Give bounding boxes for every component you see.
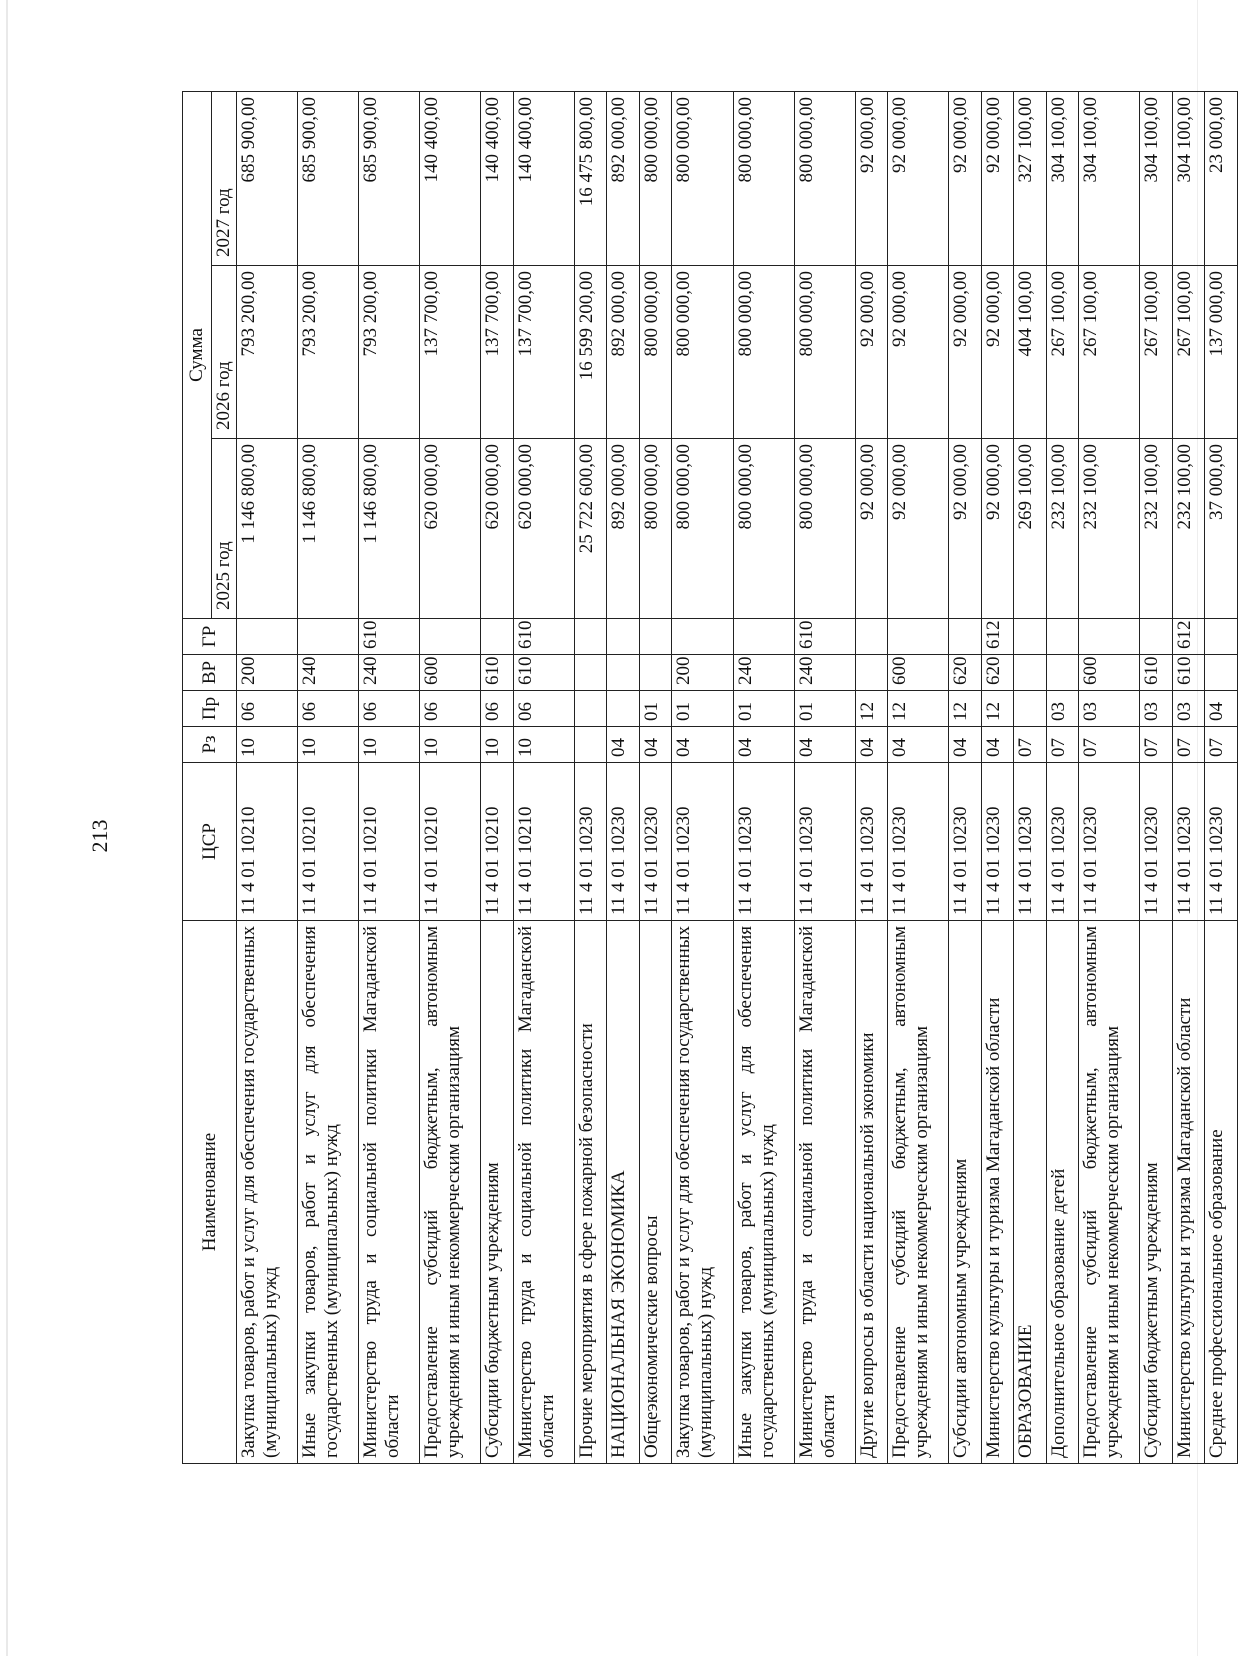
row-pr: 03 bbox=[1140, 691, 1173, 727]
row-name: НАЦИОНАЛЬНАЯ ЭКОНОМИКА bbox=[607, 921, 640, 1464]
row-sum-2025: 800 000,00 bbox=[672, 439, 733, 619]
row-sum-2026: 800 000,00 bbox=[794, 266, 855, 439]
row-gr bbox=[949, 619, 982, 655]
row-vr: 200 bbox=[237, 655, 298, 691]
row-name: Субсидии бюджетным учреждениям bbox=[481, 921, 514, 1464]
row-vr: 610 bbox=[481, 655, 514, 691]
row-sum-2027: 800 000,00 bbox=[733, 91, 794, 265]
row-sum-2026: 800 000,00 bbox=[733, 266, 794, 439]
row-csr: 11 4 01 10230 bbox=[639, 763, 672, 921]
row-gr: 610 bbox=[794, 619, 855, 655]
row-sum-2027: 304 100,00 bbox=[1172, 91, 1205, 265]
row-pr: 01 bbox=[794, 691, 855, 727]
row-rz: 10 bbox=[237, 727, 298, 763]
row-csr: 11 4 01 10230 bbox=[607, 763, 640, 921]
header-2026: 2026 год bbox=[212, 266, 237, 439]
row-rz: 04 bbox=[949, 727, 982, 763]
row-pr: 06 bbox=[513, 691, 574, 727]
row-vr bbox=[639, 655, 672, 691]
row-name: Министерство труда и социальной политики Магаданской области bbox=[794, 921, 855, 1464]
row-vr bbox=[855, 655, 888, 691]
row-vr: 600 bbox=[1079, 655, 1140, 691]
row-sum-2026: 267 100,00 bbox=[1079, 266, 1140, 439]
row-gr bbox=[888, 619, 949, 655]
rotated-page bbox=[182, 92, 1238, 1464]
row-sum-2027: 140 400,00 bbox=[513, 91, 574, 265]
row-rz: 10 bbox=[481, 727, 514, 763]
row-sum-2025: 269 100,00 bbox=[1014, 439, 1047, 619]
row-rz: 07 bbox=[1014, 727, 1047, 763]
row-sum-2026: 800 000,00 bbox=[639, 266, 672, 439]
row-vr: 610 bbox=[513, 655, 574, 691]
budget-table bbox=[182, 91, 1238, 1464]
row-csr: 11 4 01 10210 bbox=[298, 763, 359, 921]
row-name: Предоставление субсидий бюджетным, автономным учреждениям и иным некоммерческим организациям bbox=[888, 921, 949, 1464]
row-vr: 610 bbox=[1140, 655, 1173, 691]
row-sum-2027: 685 900,00 bbox=[237, 91, 298, 265]
table-row bbox=[481, 91, 514, 1463]
row-rz bbox=[574, 727, 607, 763]
row-rz: 07 bbox=[1046, 727, 1079, 763]
table-body bbox=[237, 91, 1238, 1463]
row-gr: 610 bbox=[513, 619, 574, 655]
row-sum-2025: 25 722 600,00 bbox=[574, 439, 607, 619]
row-pr: 03 bbox=[1046, 691, 1079, 727]
row-sum-2026: 137 700,00 bbox=[481, 266, 514, 439]
row-sum-2025: 37 000,00 bbox=[1205, 439, 1238, 619]
row-csr: 11 4 01 10230 bbox=[733, 763, 794, 921]
header-rz: Рз bbox=[183, 727, 237, 763]
table-row bbox=[1140, 91, 1173, 1463]
row-rz: 07 bbox=[1140, 727, 1173, 763]
page-number: 213 bbox=[87, 819, 112, 853]
header-2025: 2025 год bbox=[212, 439, 237, 619]
table-row bbox=[298, 91, 359, 1463]
header-pr: Пр bbox=[183, 691, 237, 727]
table-row bbox=[1205, 91, 1238, 1463]
row-pr: 12 bbox=[888, 691, 949, 727]
row-rz: 07 bbox=[1205, 727, 1238, 763]
row-csr: 11 4 01 10210 bbox=[359, 763, 420, 921]
row-sum-2027: 140 400,00 bbox=[420, 91, 481, 265]
row-name: Дополнительное образование детей bbox=[1046, 921, 1079, 1464]
row-sum-2027: 800 000,00 bbox=[639, 91, 672, 265]
row-name: Иные закупки товаров, работ и услуг для обеспечения государственных (муниципальных) нужд bbox=[733, 921, 794, 1464]
row-sum-2027: 140 400,00 bbox=[481, 91, 514, 265]
table-row bbox=[1172, 91, 1205, 1463]
row-csr: 11 4 01 10230 bbox=[794, 763, 855, 921]
row-sum-2026: 137 700,00 bbox=[420, 266, 481, 439]
row-sum-2026: 793 200,00 bbox=[298, 266, 359, 439]
row-csr: 11 4 01 10210 bbox=[420, 763, 481, 921]
row-csr: 11 4 01 10230 bbox=[574, 763, 607, 921]
row-sum-2026: 16 599 200,00 bbox=[574, 266, 607, 439]
row-sum-2027: 92 000,00 bbox=[888, 91, 949, 265]
row-name: Среднее профессиональное образование bbox=[1205, 921, 1238, 1464]
row-name: Министерство культуры и туризма Магаданской области bbox=[981, 921, 1014, 1464]
row-gr bbox=[1205, 619, 1238, 655]
row-sum-2025: 800 000,00 bbox=[794, 439, 855, 619]
table-row bbox=[794, 91, 855, 1463]
row-gr bbox=[1079, 619, 1140, 655]
row-sum-2026: 92 000,00 bbox=[855, 266, 888, 439]
row-rz: 10 bbox=[513, 727, 574, 763]
header-sum: Сумма bbox=[183, 91, 212, 618]
row-sum-2025: 1 146 800,00 bbox=[359, 439, 420, 619]
row-sum-2025: 800 000,00 bbox=[733, 439, 794, 619]
row-rz: 10 bbox=[420, 727, 481, 763]
row-sum-2026: 267 100,00 bbox=[1046, 266, 1079, 439]
row-pr: 12 bbox=[855, 691, 888, 727]
row-vr: 240 bbox=[733, 655, 794, 691]
table-row bbox=[1014, 91, 1047, 1463]
row-csr: 11 4 01 10210 bbox=[237, 763, 298, 921]
table-header bbox=[183, 91, 237, 1463]
row-sum-2027: 892 000,00 bbox=[607, 91, 640, 265]
row-sum-2026: 267 100,00 bbox=[1172, 266, 1205, 439]
row-gr bbox=[481, 619, 514, 655]
table-row bbox=[359, 91, 420, 1463]
row-vr: 240 bbox=[794, 655, 855, 691]
row-gr bbox=[298, 619, 359, 655]
row-gr bbox=[733, 619, 794, 655]
row-name: Министерство труда и социальной политики Магаданской области bbox=[359, 921, 420, 1464]
row-name: Закупка товаров, работ и услуг для обеспечения государственных (муниципальных) нужд bbox=[237, 921, 298, 1464]
row-csr: 11 4 01 10230 bbox=[1140, 763, 1173, 921]
row-rz: 07 bbox=[1079, 727, 1140, 763]
row-gr: 610 bbox=[359, 619, 420, 655]
row-pr: 06 bbox=[359, 691, 420, 727]
row-vr bbox=[574, 655, 607, 691]
row-gr bbox=[1140, 619, 1173, 655]
row-vr: 600 bbox=[420, 655, 481, 691]
row-sum-2025: 800 000,00 bbox=[639, 439, 672, 619]
table-container bbox=[182, 92, 1238, 1464]
row-name: Общеэкономические вопросы bbox=[639, 921, 672, 1464]
table-row bbox=[949, 91, 982, 1463]
row-name: Субсидии автономным учреждениям bbox=[949, 921, 982, 1464]
row-pr: 06 bbox=[420, 691, 481, 727]
row-gr bbox=[607, 619, 640, 655]
row-sum-2025: 92 000,00 bbox=[888, 439, 949, 619]
table-row bbox=[888, 91, 949, 1463]
table-row bbox=[1079, 91, 1140, 1463]
header-vr: ВР bbox=[183, 655, 237, 691]
row-csr: 11 4 01 10230 bbox=[1046, 763, 1079, 921]
table-row bbox=[420, 91, 481, 1463]
row-rz: 10 bbox=[359, 727, 420, 763]
row-sum-2026: 92 000,00 bbox=[888, 266, 949, 439]
row-rz: 10 bbox=[298, 727, 359, 763]
row-sum-2025: 620 000,00 bbox=[513, 439, 574, 619]
row-vr: 240 bbox=[298, 655, 359, 691]
row-gr bbox=[672, 619, 733, 655]
row-vr: 240 bbox=[359, 655, 420, 691]
row-sum-2025: 92 000,00 bbox=[949, 439, 982, 619]
row-pr bbox=[574, 691, 607, 727]
row-csr: 11 4 01 10230 bbox=[981, 763, 1014, 921]
row-vr: 620 bbox=[949, 655, 982, 691]
row-name: Другие вопросы в области национальной экономики bbox=[855, 921, 888, 1464]
row-sum-2025: 620 000,00 bbox=[481, 439, 514, 619]
row-pr bbox=[607, 691, 640, 727]
row-sum-2025: 892 000,00 bbox=[607, 439, 640, 619]
row-sum-2025: 92 000,00 bbox=[855, 439, 888, 619]
row-name: Предоставление субсидий бюджетным, автономным учреждениям и иным некоммерческим организациям bbox=[420, 921, 481, 1464]
row-csr: 11 4 01 10230 bbox=[949, 763, 982, 921]
row-name: Министерство труда и социальной политики Магаданской области bbox=[513, 921, 574, 1464]
table-row bbox=[639, 91, 672, 1463]
row-csr: 11 4 01 10230 bbox=[1172, 763, 1205, 921]
row-gr bbox=[420, 619, 481, 655]
row-csr: 11 4 01 10230 bbox=[888, 763, 949, 921]
header-row-1 bbox=[183, 91, 212, 1463]
row-sum-2026: 137 700,00 bbox=[513, 266, 574, 439]
row-csr: 11 4 01 10230 bbox=[672, 763, 733, 921]
row-rz: 04 bbox=[639, 727, 672, 763]
row-sum-2026: 92 000,00 bbox=[949, 266, 982, 439]
row-sum-2025: 1 146 800,00 bbox=[237, 439, 298, 619]
row-rz: 04 bbox=[981, 727, 1014, 763]
row-gr bbox=[639, 619, 672, 655]
row-name: Предоставление субсидий бюджетным, автономным учреждениям и иным некоммерческим организациям bbox=[1079, 921, 1140, 1464]
row-sum-2026: 137 000,00 bbox=[1205, 266, 1238, 439]
table-row bbox=[981, 91, 1014, 1463]
table-row bbox=[607, 91, 640, 1463]
row-pr: 03 bbox=[1079, 691, 1140, 727]
row-sum-2026: 892 000,00 bbox=[607, 266, 640, 439]
row-pr: 12 bbox=[949, 691, 982, 727]
row-vr: 620 bbox=[981, 655, 1014, 691]
table-row bbox=[1046, 91, 1079, 1463]
row-pr: 01 bbox=[672, 691, 733, 727]
row-sum-2025: 620 000,00 bbox=[420, 439, 481, 619]
row-gr bbox=[1014, 619, 1047, 655]
row-gr bbox=[855, 619, 888, 655]
table-row bbox=[574, 91, 607, 1463]
row-vr bbox=[1046, 655, 1079, 691]
row-name: ОБРАЗОВАНИЕ bbox=[1014, 921, 1047, 1464]
row-vr: 600 bbox=[888, 655, 949, 691]
row-pr: 06 bbox=[298, 691, 359, 727]
row-sum-2027: 685 900,00 bbox=[359, 91, 420, 265]
row-sum-2027: 92 000,00 bbox=[949, 91, 982, 265]
row-sum-2027: 92 000,00 bbox=[981, 91, 1014, 265]
row-sum-2026: 793 200,00 bbox=[237, 266, 298, 439]
row-csr: 11 4 01 10210 bbox=[513, 763, 574, 921]
row-rz: 04 bbox=[794, 727, 855, 763]
row-pr: 01 bbox=[639, 691, 672, 727]
row-rz: 04 bbox=[672, 727, 733, 763]
row-rz: 07 bbox=[1172, 727, 1205, 763]
row-name: Прочие мероприятия в сфере пожарной безопасности bbox=[574, 921, 607, 1464]
row-gr: 612 bbox=[981, 619, 1014, 655]
row-vr bbox=[607, 655, 640, 691]
row-csr: 11 4 01 10230 bbox=[1205, 763, 1238, 921]
row-vr: 200 bbox=[672, 655, 733, 691]
row-sum-2027: 685 900,00 bbox=[298, 91, 359, 265]
row-pr: 04 bbox=[1205, 691, 1238, 727]
row-pr: 06 bbox=[481, 691, 514, 727]
row-sum-2026: 793 200,00 bbox=[359, 266, 420, 439]
row-vr: 610 bbox=[1172, 655, 1205, 691]
table-row bbox=[237, 91, 298, 1463]
row-rz: 04 bbox=[888, 727, 949, 763]
row-sum-2027: 16 475 800,00 bbox=[574, 91, 607, 265]
row-csr: 11 4 01 10230 bbox=[1014, 763, 1047, 921]
row-rz: 04 bbox=[733, 727, 794, 763]
row-sum-2025: 232 100,00 bbox=[1079, 439, 1140, 619]
row-sum-2026: 92 000,00 bbox=[981, 266, 1014, 439]
table-row bbox=[513, 91, 574, 1463]
row-sum-2027: 304 100,00 bbox=[1079, 91, 1140, 265]
row-gr bbox=[237, 619, 298, 655]
row-pr: 12 bbox=[981, 691, 1014, 727]
row-name: Закупка товаров, работ и услуг для обеспечения государственных (муниципальных) нужд bbox=[672, 921, 733, 1464]
row-sum-2027: 800 000,00 bbox=[794, 91, 855, 265]
row-gr bbox=[1046, 619, 1079, 655]
row-sum-2027: 304 100,00 bbox=[1046, 91, 1079, 265]
row-sum-2025: 92 000,00 bbox=[981, 439, 1014, 619]
scan-edge-left bbox=[6, 0, 8, 1656]
row-rz: 04 bbox=[607, 727, 640, 763]
row-name: Субсидии бюджетным учреждениям bbox=[1140, 921, 1173, 1464]
row-sum-2025: 1 146 800,00 bbox=[298, 439, 359, 619]
row-sum-2025: 232 100,00 bbox=[1172, 439, 1205, 619]
row-pr: 03 bbox=[1172, 691, 1205, 727]
row-pr bbox=[1014, 691, 1047, 727]
header-name: Наименование bbox=[183, 921, 237, 1464]
row-sum-2027: 304 100,00 bbox=[1140, 91, 1173, 265]
table-row bbox=[733, 91, 794, 1463]
row-sum-2026: 404 100,00 bbox=[1014, 266, 1047, 439]
header-csr: ЦСР bbox=[183, 763, 237, 921]
row-pr: 06 bbox=[237, 691, 298, 727]
row-name: Министерство культуры и туризма Магаданской области bbox=[1172, 921, 1205, 1464]
row-sum-2026: 267 100,00 bbox=[1140, 266, 1173, 439]
row-sum-2027: 92 000,00 bbox=[855, 91, 888, 265]
row-pr: 01 bbox=[733, 691, 794, 727]
row-sum-2025: 232 100,00 bbox=[1046, 439, 1079, 619]
row-sum-2027: 23 000,00 bbox=[1205, 91, 1238, 265]
row-gr: 612 bbox=[1172, 619, 1205, 655]
header-gr: ГР bbox=[183, 619, 237, 655]
row-sum-2027: 800 000,00 bbox=[672, 91, 733, 265]
table-row bbox=[672, 91, 733, 1463]
row-csr: 11 4 01 10230 bbox=[855, 763, 888, 921]
row-name: Иные закупки товаров, работ и услуг для обеспечения государственных (муниципальных) нужд bbox=[298, 921, 359, 1464]
row-csr: 11 4 01 10210 bbox=[481, 763, 514, 921]
row-vr bbox=[1205, 655, 1238, 691]
table-row bbox=[855, 91, 888, 1463]
row-gr bbox=[574, 619, 607, 655]
row-sum-2027: 327 100,00 bbox=[1014, 91, 1047, 265]
header-2027: 2027 год bbox=[212, 91, 237, 265]
row-vr bbox=[1014, 655, 1047, 691]
row-rz: 04 bbox=[855, 727, 888, 763]
row-csr: 11 4 01 10230 bbox=[1079, 763, 1140, 921]
row-sum-2025: 232 100,00 bbox=[1140, 439, 1173, 619]
row-sum-2026: 800 000,00 bbox=[672, 266, 733, 439]
